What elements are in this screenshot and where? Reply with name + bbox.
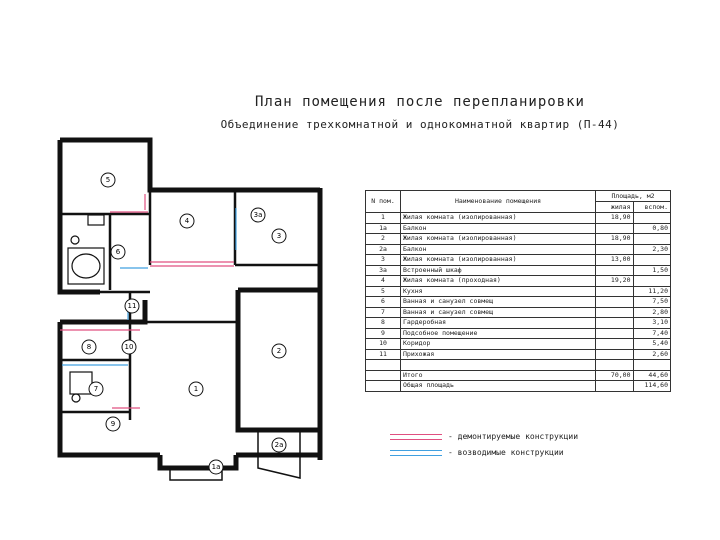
cell-living: 70,00 bbox=[596, 370, 634, 381]
cell-name: Коридор bbox=[401, 339, 596, 350]
cell-aux: 7,50 bbox=[633, 297, 671, 308]
cell-name: Жилая комната (изолированная) bbox=[401, 234, 596, 245]
cell-living bbox=[596, 265, 634, 276]
cell-num: 11 bbox=[366, 349, 401, 360]
table-row bbox=[366, 349, 671, 360]
cell-aux: 2,30 bbox=[633, 244, 671, 255]
cell-living bbox=[596, 339, 634, 350]
cell-num bbox=[366, 360, 401, 371]
cell-living: 18,90 bbox=[596, 213, 634, 224]
cell-living bbox=[596, 381, 634, 392]
table-row bbox=[366, 244, 671, 255]
cell-num: 6 bbox=[366, 297, 401, 308]
cell-aux bbox=[633, 276, 671, 287]
cell-num: 3а bbox=[366, 265, 401, 276]
cell-living bbox=[596, 360, 634, 371]
cell-num bbox=[366, 370, 401, 381]
cell-living bbox=[596, 328, 634, 339]
cell-living bbox=[596, 286, 634, 297]
cell-num: 5 bbox=[366, 286, 401, 297]
cell-name: Прихожая bbox=[401, 349, 596, 360]
cell-living bbox=[596, 297, 634, 308]
room-label-2: 2 bbox=[276, 347, 282, 355]
table-row bbox=[366, 381, 671, 392]
cell-num: 1 bbox=[366, 213, 401, 224]
legend-demolished-label: - демонтируемые конструкции bbox=[448, 432, 579, 441]
table-row bbox=[366, 297, 671, 308]
cell-name: Итого bbox=[401, 370, 596, 381]
room-label-1: 1 bbox=[193, 385, 199, 393]
col-header-num: N пом. bbox=[366, 191, 401, 213]
room-label-4: 4 bbox=[184, 217, 190, 225]
cell-aux: 5,40 bbox=[633, 339, 671, 350]
table-row bbox=[366, 286, 671, 297]
cell-aux bbox=[633, 213, 671, 224]
cell-num: 2а bbox=[366, 244, 401, 255]
table-row bbox=[366, 307, 671, 318]
cell-name: Гардеробная bbox=[401, 318, 596, 329]
cell-aux: 3,10 bbox=[633, 318, 671, 329]
cell-aux bbox=[633, 360, 671, 371]
cell-name: Жилая комната (изолированная) bbox=[401, 213, 596, 224]
room-label-2a: 2а bbox=[274, 441, 284, 449]
cell-aux: 0,80 bbox=[633, 223, 671, 234]
table-row bbox=[366, 370, 671, 381]
cell-num: 9 bbox=[366, 328, 401, 339]
room-label-11: 11 bbox=[127, 302, 137, 310]
legend-demolished bbox=[390, 432, 578, 441]
cell-living bbox=[596, 307, 634, 318]
cell-num: 1а bbox=[366, 223, 401, 234]
bathtub bbox=[68, 215, 104, 402]
walls bbox=[60, 140, 320, 468]
table-row bbox=[366, 360, 671, 371]
room-label-7: 7 bbox=[93, 385, 99, 393]
cell-aux: 1,50 bbox=[633, 265, 671, 276]
cell-aux: 7,40 bbox=[633, 328, 671, 339]
table-row bbox=[366, 276, 671, 287]
cell-aux: 11,20 bbox=[633, 286, 671, 297]
cell-num: 4 bbox=[366, 276, 401, 287]
cell-living bbox=[596, 244, 634, 255]
cell-aux: 114,60 bbox=[633, 381, 671, 392]
cell-aux: 44,60 bbox=[633, 370, 671, 381]
cell-name: Ванная и санузел совмещ bbox=[401, 297, 596, 308]
cell-living bbox=[596, 318, 634, 329]
cell-name: Жилая комната (проходная) bbox=[401, 276, 596, 287]
cell-name bbox=[401, 360, 596, 371]
cell-name: Встроенный шкаф bbox=[401, 265, 596, 276]
room-label-6: 6 bbox=[115, 248, 121, 256]
table-row bbox=[366, 328, 671, 339]
col-header-aux: вспом. bbox=[633, 202, 671, 213]
cell-name: Ванная и санузел совмещ bbox=[401, 307, 596, 318]
table-row bbox=[366, 339, 671, 350]
table-row bbox=[366, 318, 671, 329]
table-row bbox=[366, 234, 671, 245]
room-label-3a: 3а bbox=[253, 211, 263, 219]
cell-aux: 2,60 bbox=[633, 349, 671, 360]
room-label-10: 10 bbox=[124, 343, 134, 351]
table-row bbox=[366, 213, 671, 224]
cell-living: 13,00 bbox=[596, 255, 634, 266]
plan-subtitle: Объединение трехкомнатной и однокомнатной квартир (П-44) bbox=[220, 118, 620, 131]
cell-num: 3 bbox=[366, 255, 401, 266]
cell-name: Жилая комната (изолированная) bbox=[401, 255, 596, 266]
cell-aux bbox=[633, 234, 671, 245]
plan-title: План помещения после перепланировки bbox=[254, 94, 585, 110]
col-header-living: жилая bbox=[596, 202, 634, 213]
cell-living bbox=[596, 349, 634, 360]
room-label-3: 3 bbox=[276, 232, 282, 240]
cell-living: 18,90 bbox=[596, 234, 634, 245]
cell-num: 2 bbox=[366, 234, 401, 245]
cell-name: Балкон bbox=[401, 244, 596, 255]
legend-erected bbox=[390, 448, 564, 457]
cell-aux: 2,80 bbox=[633, 307, 671, 318]
table-row bbox=[366, 223, 671, 234]
legend-blue-line bbox=[390, 450, 442, 456]
cell-num: 8 bbox=[366, 318, 401, 329]
cell-name: Балкон bbox=[401, 223, 596, 234]
col-header-area: Площадь, м2 bbox=[596, 191, 671, 202]
room-label-9: 9 bbox=[110, 420, 116, 428]
cell-aux bbox=[633, 255, 671, 266]
table-row bbox=[366, 265, 671, 276]
cell-num: 7 bbox=[366, 307, 401, 318]
cell-name: Подсобное помещение bbox=[401, 328, 596, 339]
cell-name: Общая площадь bbox=[401, 381, 596, 392]
room-label-5: 5 bbox=[105, 176, 111, 184]
cell-num bbox=[366, 381, 401, 392]
cell-name: Кухня bbox=[401, 286, 596, 297]
cell-living: 19,20 bbox=[596, 276, 634, 287]
table-row bbox=[366, 255, 671, 266]
cell-living bbox=[596, 223, 634, 234]
col-header-name: Наименование помещения bbox=[401, 191, 596, 213]
legend-erected-label: - возводимые конструкции bbox=[448, 448, 564, 457]
room-label-8: 8 bbox=[86, 343, 92, 351]
room-area-table bbox=[365, 190, 671, 392]
cell-num: 10 bbox=[366, 339, 401, 350]
room-label-1a: 1а bbox=[211, 463, 221, 471]
legend-red-line bbox=[390, 434, 442, 440]
